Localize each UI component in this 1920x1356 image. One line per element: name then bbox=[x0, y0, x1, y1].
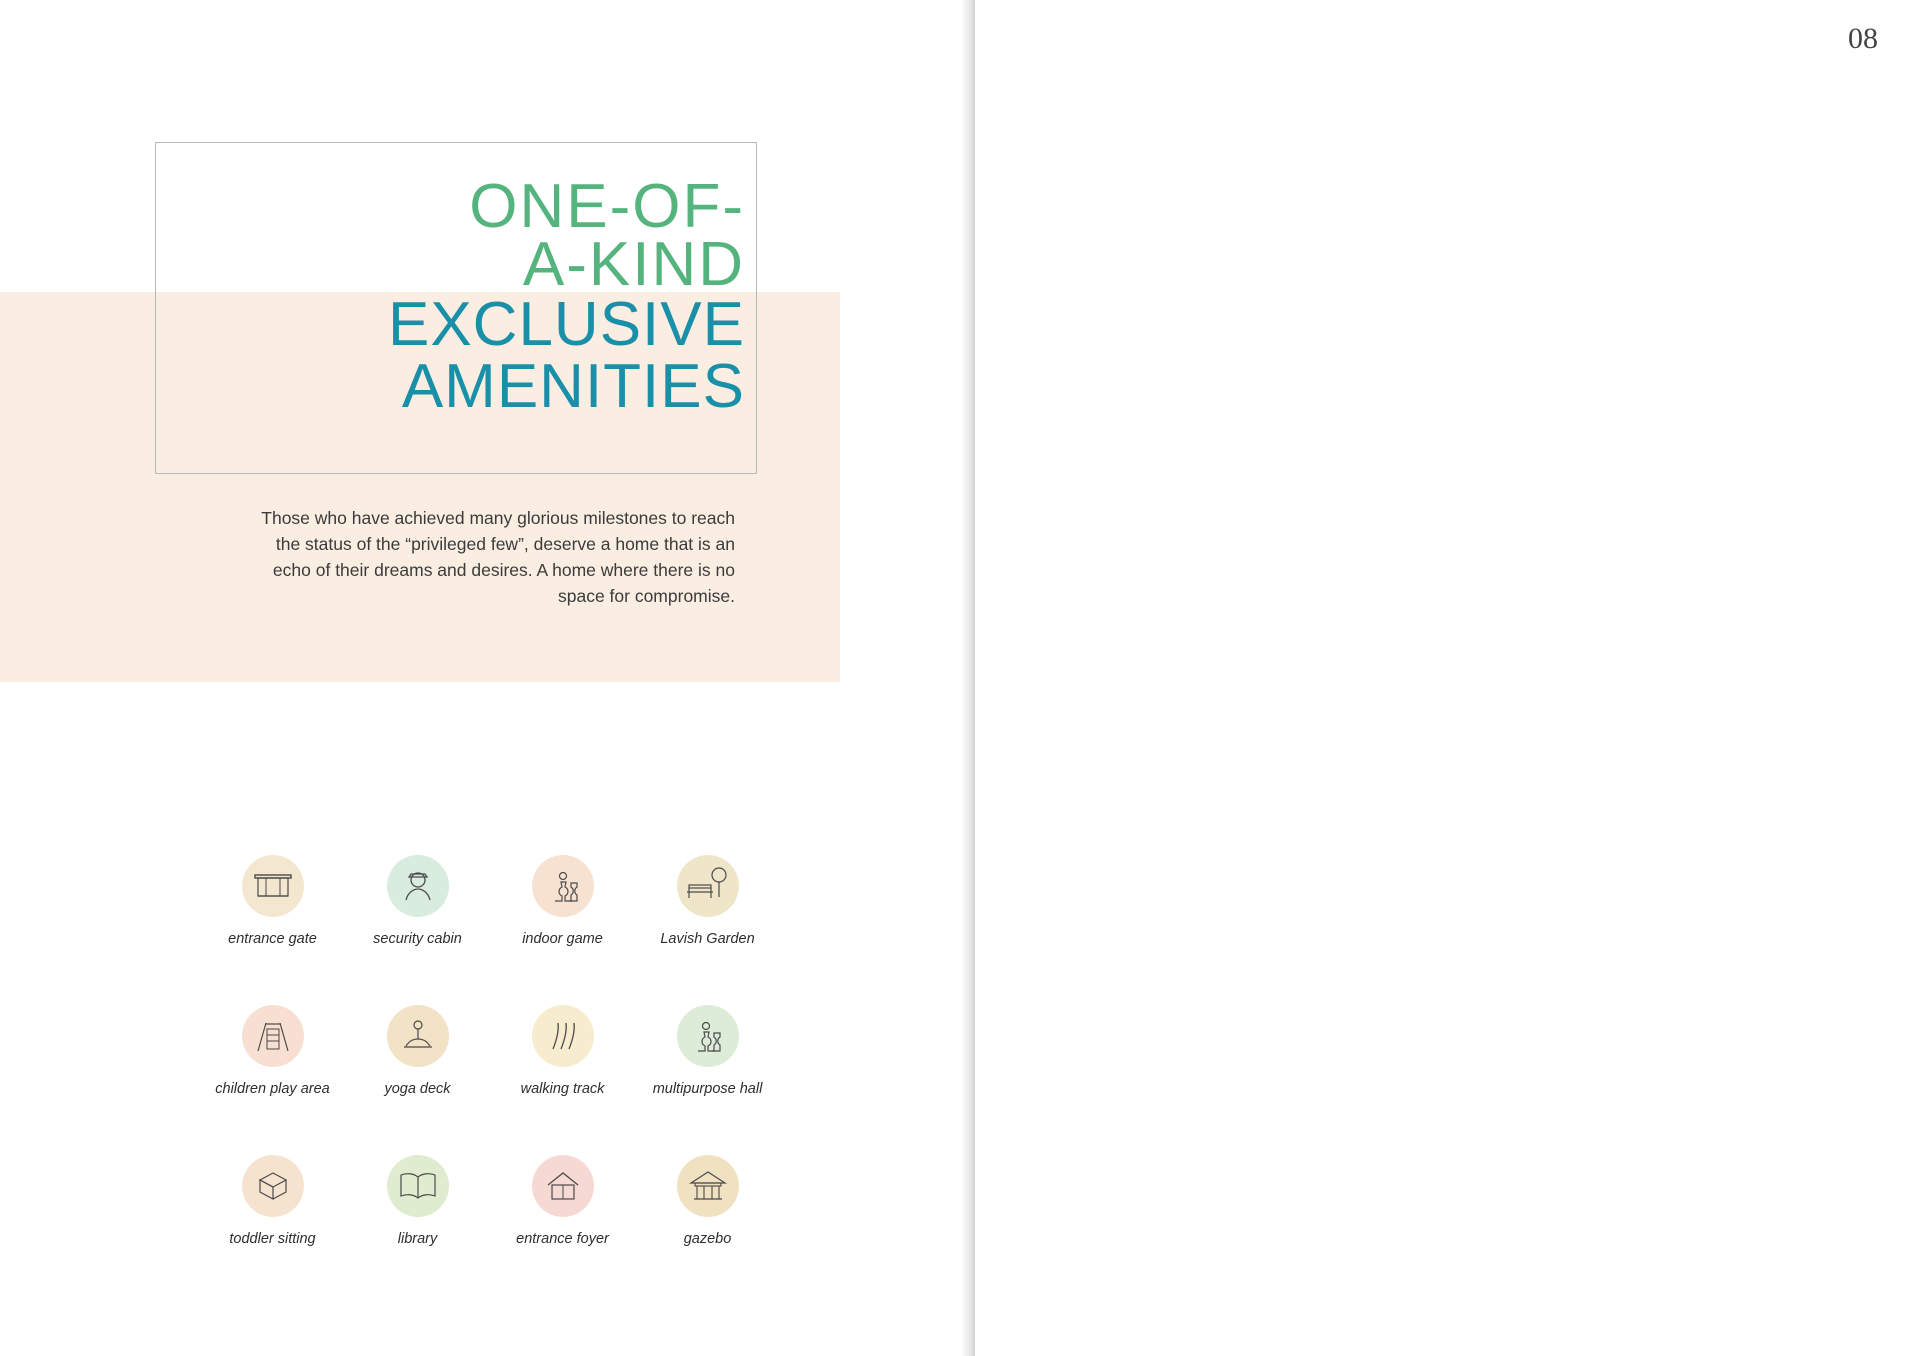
amenity-item bbox=[490, 1005, 635, 1097]
yoga-deck-icon bbox=[387, 1005, 449, 1067]
entrance-gate-icon bbox=[242, 855, 304, 917]
children-play-area-icon bbox=[242, 1005, 304, 1067]
title-line-3: EXCLUSIVE bbox=[387, 290, 745, 359]
security-cabin-icon bbox=[387, 855, 449, 917]
amenity-label: entrance foyer bbox=[516, 1231, 609, 1247]
amenity-item bbox=[490, 855, 635, 947]
amenity-label: security cabin bbox=[373, 931, 462, 947]
gazebo-icon bbox=[677, 1155, 739, 1217]
intro-paragraph: Those who have achieved many glorious milestones to reach the status of the “privileged few”, deserve a home that is an echo of their dreams and desires. A home where there is no space for compromise. bbox=[261, 508, 735, 606]
amenity-item bbox=[490, 1155, 635, 1247]
amenity-item bbox=[635, 855, 780, 947]
title-line-4: AMENITIES bbox=[401, 352, 745, 421]
page-number: 08 bbox=[1848, 22, 1878, 55]
title-line-2: A-KIND bbox=[522, 230, 745, 299]
amenity-label: entrance gate bbox=[228, 931, 317, 947]
amenity-item bbox=[200, 1155, 345, 1247]
indoor-game-icon bbox=[532, 855, 594, 917]
amenity-label: Lavish Garden bbox=[660, 931, 755, 947]
amenity-label: toddler sitting bbox=[229, 1231, 316, 1247]
amenity-label: multipurpose hall bbox=[652, 1081, 763, 1097]
amenity-item bbox=[200, 1005, 345, 1097]
amenities-grid bbox=[200, 855, 780, 1247]
amenity-item bbox=[200, 855, 345, 947]
amenity-label: children play area bbox=[215, 1081, 330, 1097]
page-fold-shadow bbox=[961, 0, 975, 1356]
lavish-garden-icon bbox=[677, 855, 739, 917]
amenity-label: library bbox=[397, 1231, 438, 1247]
amenity-item bbox=[345, 1005, 490, 1097]
walking-track-icon bbox=[532, 1005, 594, 1067]
multipurpose-hall-icon bbox=[677, 1005, 739, 1067]
library-icon bbox=[387, 1155, 449, 1217]
amenity-label: walking track bbox=[520, 1081, 605, 1097]
amenity-label: indoor game bbox=[522, 931, 603, 947]
amenity-label: gazebo bbox=[683, 1231, 732, 1247]
amenity-item bbox=[635, 1155, 780, 1247]
amenity-label: yoga deck bbox=[384, 1081, 451, 1097]
amenity-item bbox=[345, 855, 490, 947]
page-title bbox=[175, 172, 745, 421]
toddler-sitting-icon bbox=[242, 1155, 304, 1217]
amenity-item bbox=[345, 1155, 490, 1247]
amenity-item bbox=[635, 1005, 780, 1097]
right-page bbox=[975, 0, 1920, 1356]
entrance-foyer-icon bbox=[532, 1155, 594, 1217]
title-line-1: ONE-OF- bbox=[469, 172, 745, 241]
